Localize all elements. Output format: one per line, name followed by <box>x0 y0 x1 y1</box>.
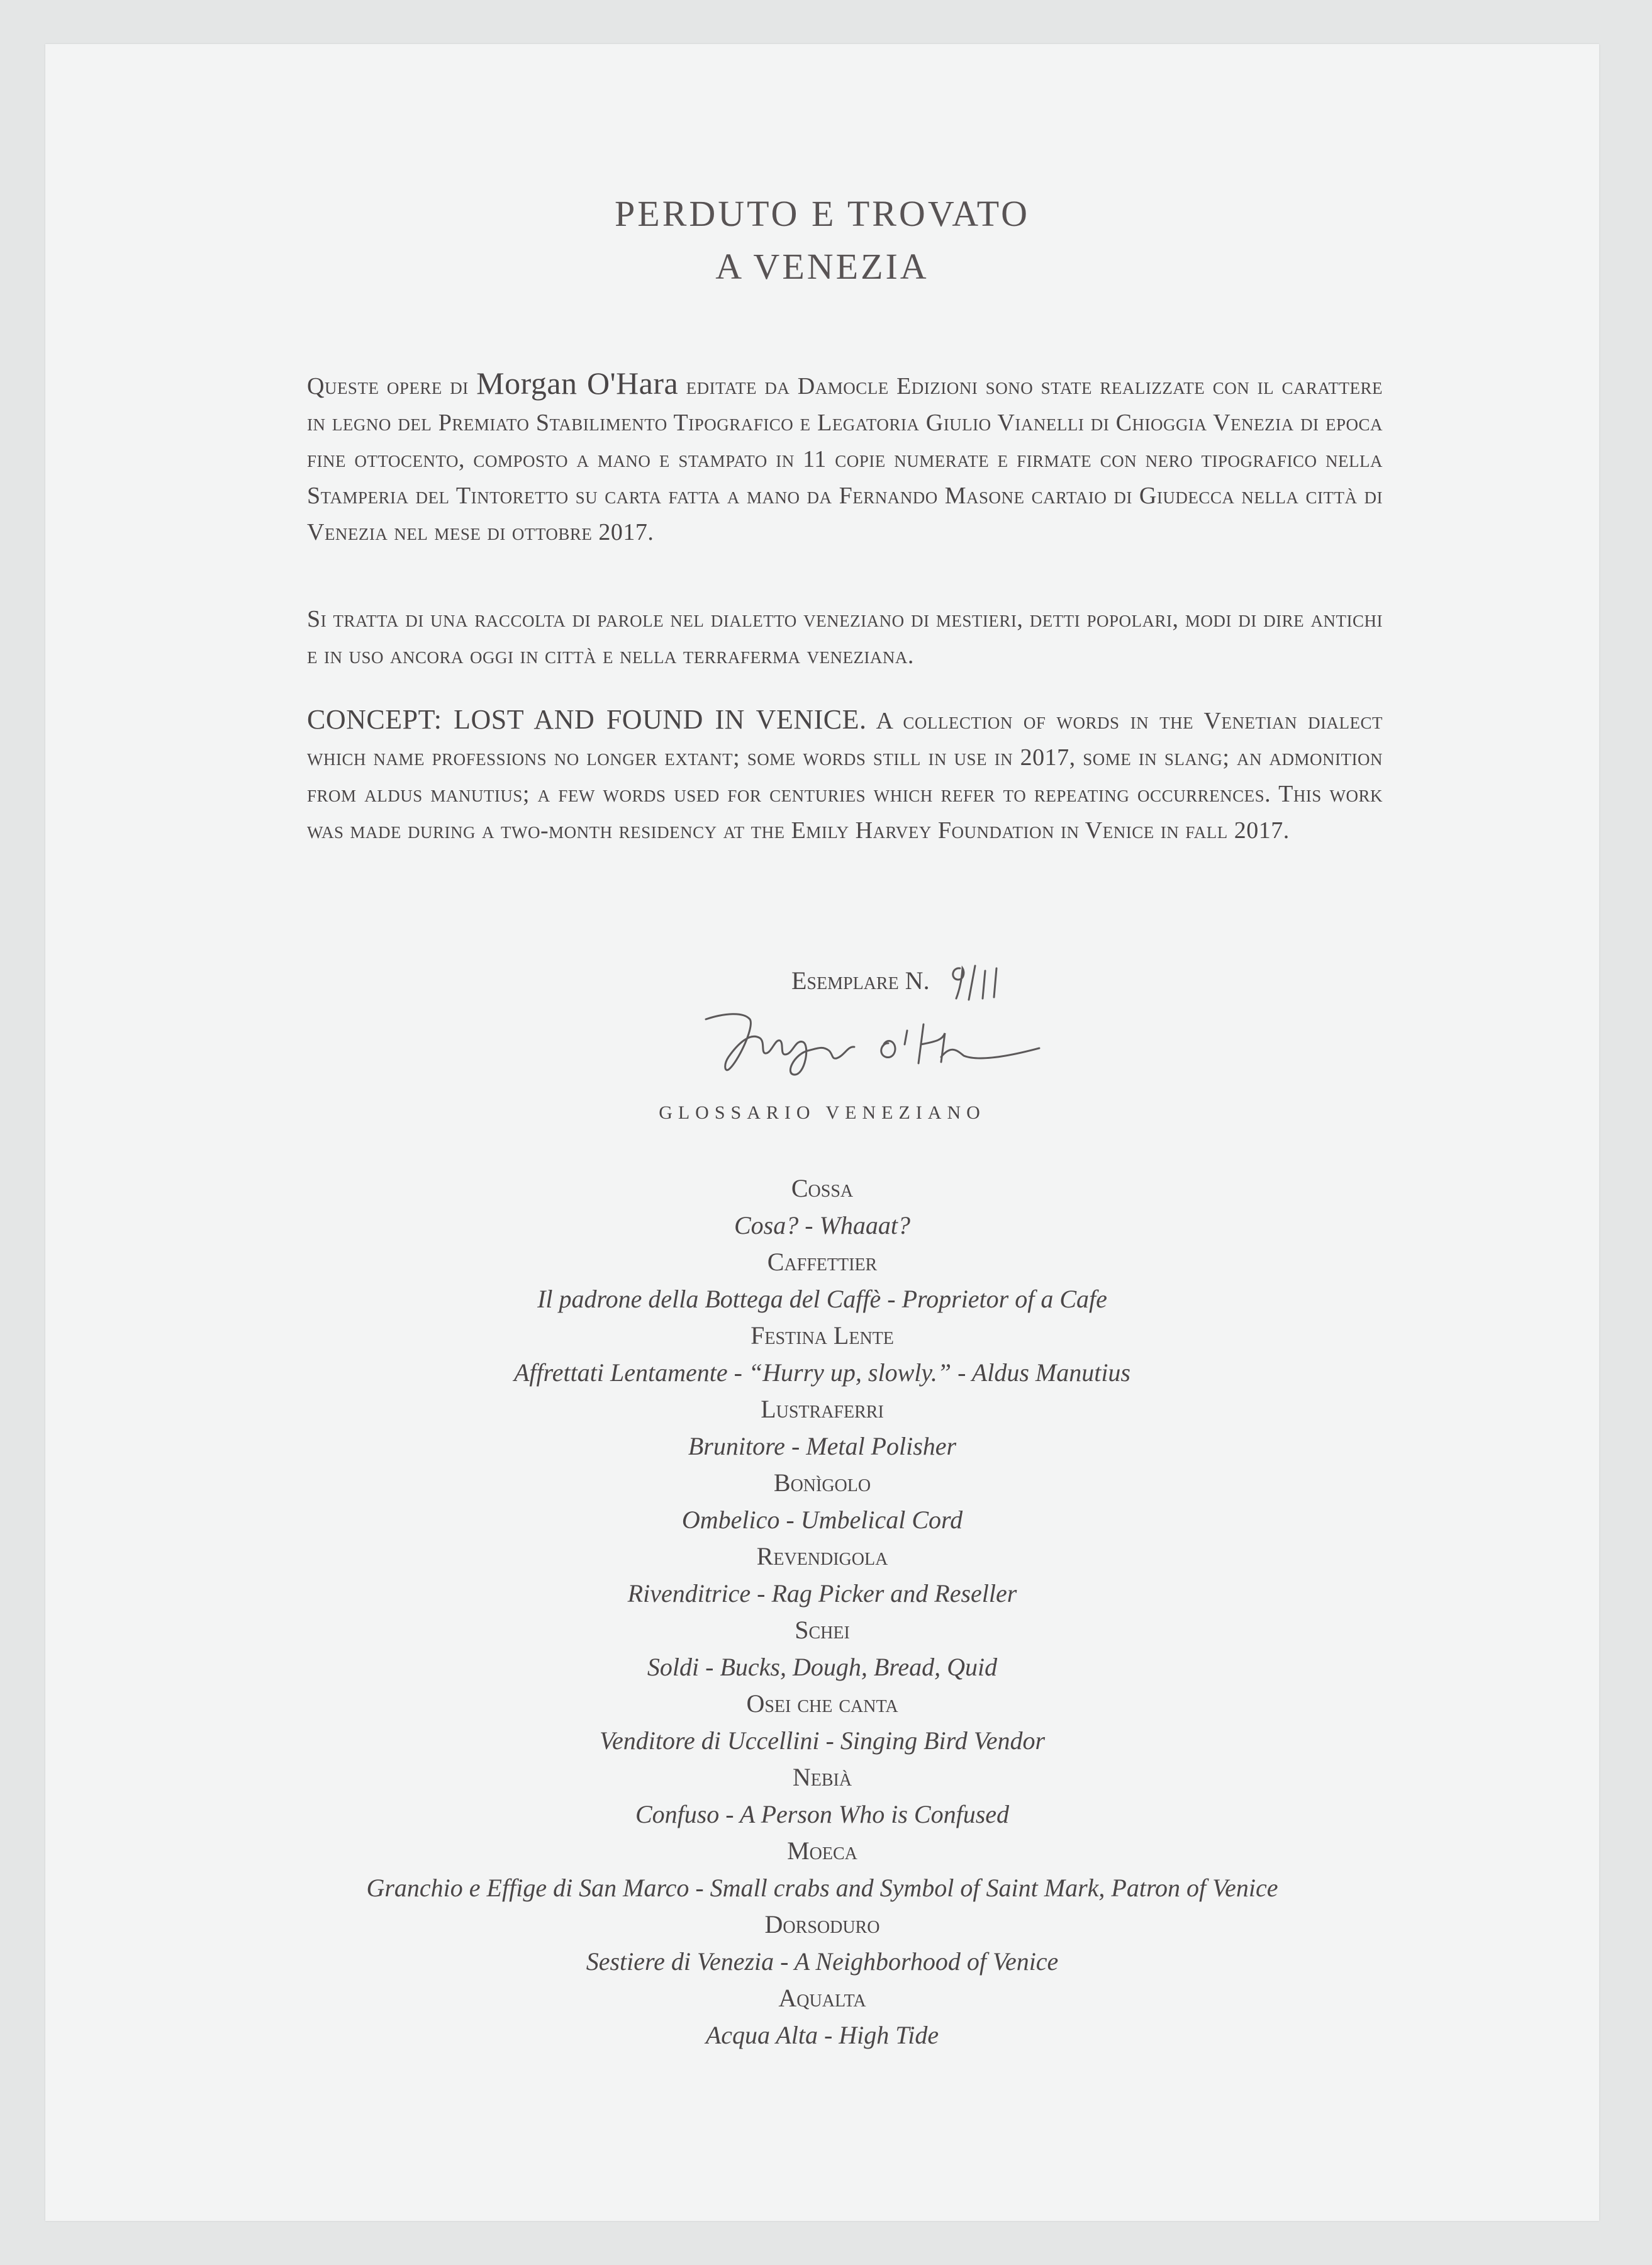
concept-body: A collection of words in the Venetian dialect which name professions no longer extant; some words still in use in 2017, some in slang; an admonition from aldus manutius; a few words used for centuries which refer to repeating occurrences. This work was made during a two-month residency at the Emily Harvey Foundation in Venice in fall 2017. <box>307 708 1383 844</box>
colophon-body: editate da Damocle Edizioni sono state realizzate con il carattere in legno del Premiato Stabilimento Tipografico e Legatoria Giulio Vianelli di Chioggia Venezia di epoca fine ottocento, composto a mano e stampato in 11 copie numerate e firmate con nero tipografico nella Stamperia del Tintoretto su carta fatta a mano da Fernando Masone cartaio di Giudecca nella città di Venezia nel mese di ottobre 2017. <box>307 373 1383 545</box>
description-paragraph-italian: Si tratta di una raccolta di parole nel dialetto veneziano di mestieri, detti popolari, modi di dire antichi e in uso ancora oggi in città e nella terraferma veneziana. <box>307 606 1383 669</box>
glossary-definition: Granchio e Effige di San Marco - Small crabs and Symbol of Saint Mark, Patron of Venice <box>366 1874 1278 1902</box>
glossary-definition: Ombelico - Umbelical Cord <box>681 1506 963 1534</box>
glossary-entry <box>45 1465 1599 1538</box>
glossary-term: Osei che canta <box>746 1689 898 1718</box>
glossary-entry <box>45 1244 1599 1317</box>
glossary-definition: Rivenditrice - Rag Picker and Reseller <box>627 1579 1017 1608</box>
glossary-term: Aqualta <box>778 1984 866 2012</box>
title-line-1: PERDUTO E TROVATO <box>615 193 1030 234</box>
glossary-list <box>45 1170 1599 2054</box>
glossary-definition: Affrettati Lentamente - “Hurry up, slowly.” - Aldus Manutius <box>514 1358 1130 1387</box>
glossary-definition: Acqua Alta - High Tide <box>705 2021 939 2049</box>
glossary-definition: Sestiere di Venezia - A Neighborhood of Venice <box>586 1947 1059 1976</box>
glossary-term: Dorsoduro <box>764 1910 880 1938</box>
glossary-entry <box>45 1170 1599 1244</box>
glossary-term: Bonìgolo <box>773 1468 871 1497</box>
glossary-entry <box>45 1906 1599 1980</box>
glossary-term: Festina Lente <box>751 1321 894 1350</box>
edition-label: Esemplare N. <box>791 966 930 995</box>
colophon-paragraph-italian <box>307 365 1383 551</box>
glossary-definition: Brunitore - Metal Polisher <box>688 1432 957 1460</box>
glossary-definition: Venditore di Uccellini - Singing Bird Vendor <box>599 1726 1046 1755</box>
glossary-definition: Cosa? - Whaaat? <box>734 1211 910 1239</box>
artist-name: Morgan O'Hara <box>476 366 679 401</box>
artist-signature <box>700 994 1052 1082</box>
colophon-intro: Queste opere di <box>307 373 469 400</box>
glossary-entry <box>45 1612 1599 1686</box>
glossary-term: Revendigola <box>756 1542 888 1570</box>
glossary-definition: Soldi - Bucks, Dough, Bread, Quid <box>647 1653 998 1681</box>
glossary-term: Caffettier <box>767 1248 878 1276</box>
glossary-term: Moeca <box>787 1837 857 1865</box>
glossary-entry <box>45 1391 1599 1465</box>
glossary-term: Schei <box>795 1616 850 1644</box>
paper-sheet <box>45 44 1599 2221</box>
glossary-entry <box>45 1538 1599 1612</box>
glossary-heading: GLOSSARIO VENEZIANO <box>659 1102 986 1123</box>
glossary-definition: Il padrone della Bottega del Caffè - Proprietor of a Cafe <box>537 1285 1107 1313</box>
glossary-term: Nebià <box>792 1763 852 1791</box>
glossary-entry <box>45 1759 1599 1833</box>
concept-lead: CONCEPT: LOST AND FOUND IN VENICE. <box>307 704 867 735</box>
glossary-term: Cossa <box>791 1174 854 1202</box>
glossary-definition: Confuso - A Person Who is Confused <box>635 1800 1010 1828</box>
glossary-term: Lustraferri <box>761 1395 884 1423</box>
title-line-2: A VENEZIA <box>715 246 929 287</box>
glossary-entry <box>45 1980 1599 2054</box>
glossary-entry <box>45 1317 1599 1391</box>
concept-paragraph-english <box>307 702 1383 849</box>
glossary-entry <box>45 1686 1599 1759</box>
glossary-entry <box>45 1833 1599 1906</box>
